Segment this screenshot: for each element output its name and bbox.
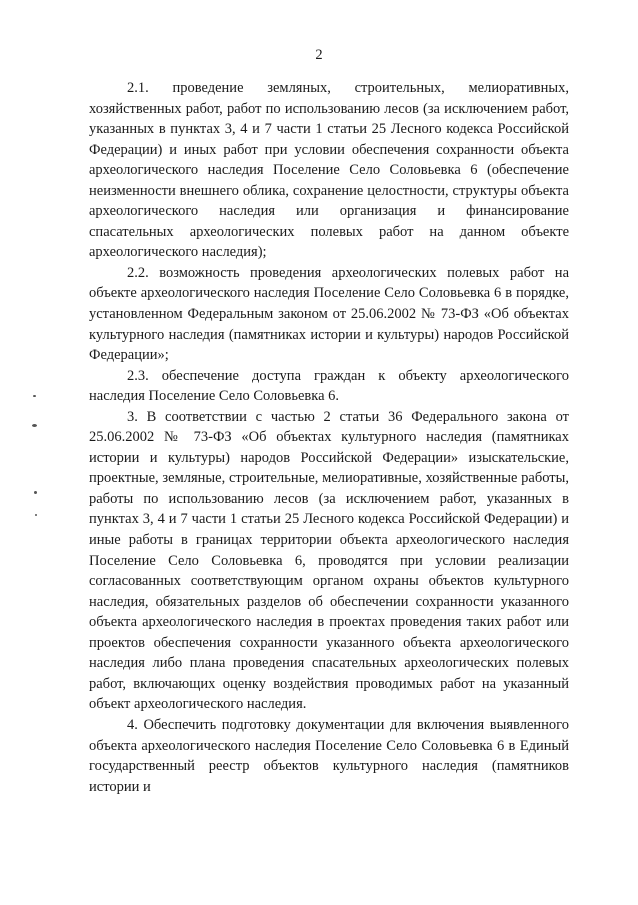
paragraph-2-2: 2.2. возможность проведения археологических полевых работ на объекте археологического наследия Поселение Село Соловьевка 6 в порядке, установленном Федеральным законом от 25.06.2002 № 73-ФЗ «Об объектах культурного наследия (памятниках истории и культуры) народов Российской Федерации»; (89, 264, 569, 364)
paragraph-4: 4. Обеспечить подготовку документации для включения выявленного объекта археологического наследия Поселение Село Соловьевка 6 в Единый государственный реестр объектов культурного наследия (памятников истории и (89, 716, 569, 795)
scan-speck (34, 491, 37, 494)
scan-speck (33, 395, 36, 397)
scan-speck (32, 424, 37, 427)
scan-speck (35, 514, 37, 516)
paragraph-2-1: 2.1. проведение земляных, строительных, мелиоративных, хозяйственных работ, работ по использованию лесов (за исключением работ, указанных в пунктах 3, 4 и 7 части 1 статьи 25 Лесного кодекса Российской Федерации) и иных работ при условии обеспечения сохранности объекта археологического наследия Поселение Село Соловьевка 6 (обеспечение неизменности внешнего облика, сохранение целостности, структуры объекта археологического наследия или организация и финансирование спасательных археологических полевых работ на данном объекте археологического наследия); (89, 80, 569, 261)
paragraph-3: 3. В соответствии с частью 2 статьи 36 Федерального закона от 25.06.2002 № 73-ФЗ «Об объектах культурного наследия (памятниках истории и культуры) народов Российской Федерации» изыскательские, проектные, земляные, строительные, мелиоративные, хозяйственные работы, работы по использованию лесов (за исключением работ, указанных в пунктах 3, 4 и 7 части 1 статьи 25 Лесного кодекса Российской Федерации) и иные работы в границах территории объекта археологического наследия Поселение Село Соловьевка 6, проводятся при условии реализации согласованных соответствующим органом охраны объектов культурного наследия, обязательных разделов об обеспечении сохранности указанного объекта археологического наследия в проектах проведения таких работ или проектов обеспечения сохранности указанного объекта археологического наследия либо плана проведения спасательных археологических полевых работ, включающих оценку воздействия проводимых работ на указанный объект археологического наследия. (89, 408, 569, 713)
paragraph-2-3: 2.3. обеспечение доступа граждан к объекту археологического наследия Поселение Село Соловьевка 6. (89, 367, 569, 405)
page-number: 2 (315, 47, 323, 63)
document-body (89, 78, 569, 797)
